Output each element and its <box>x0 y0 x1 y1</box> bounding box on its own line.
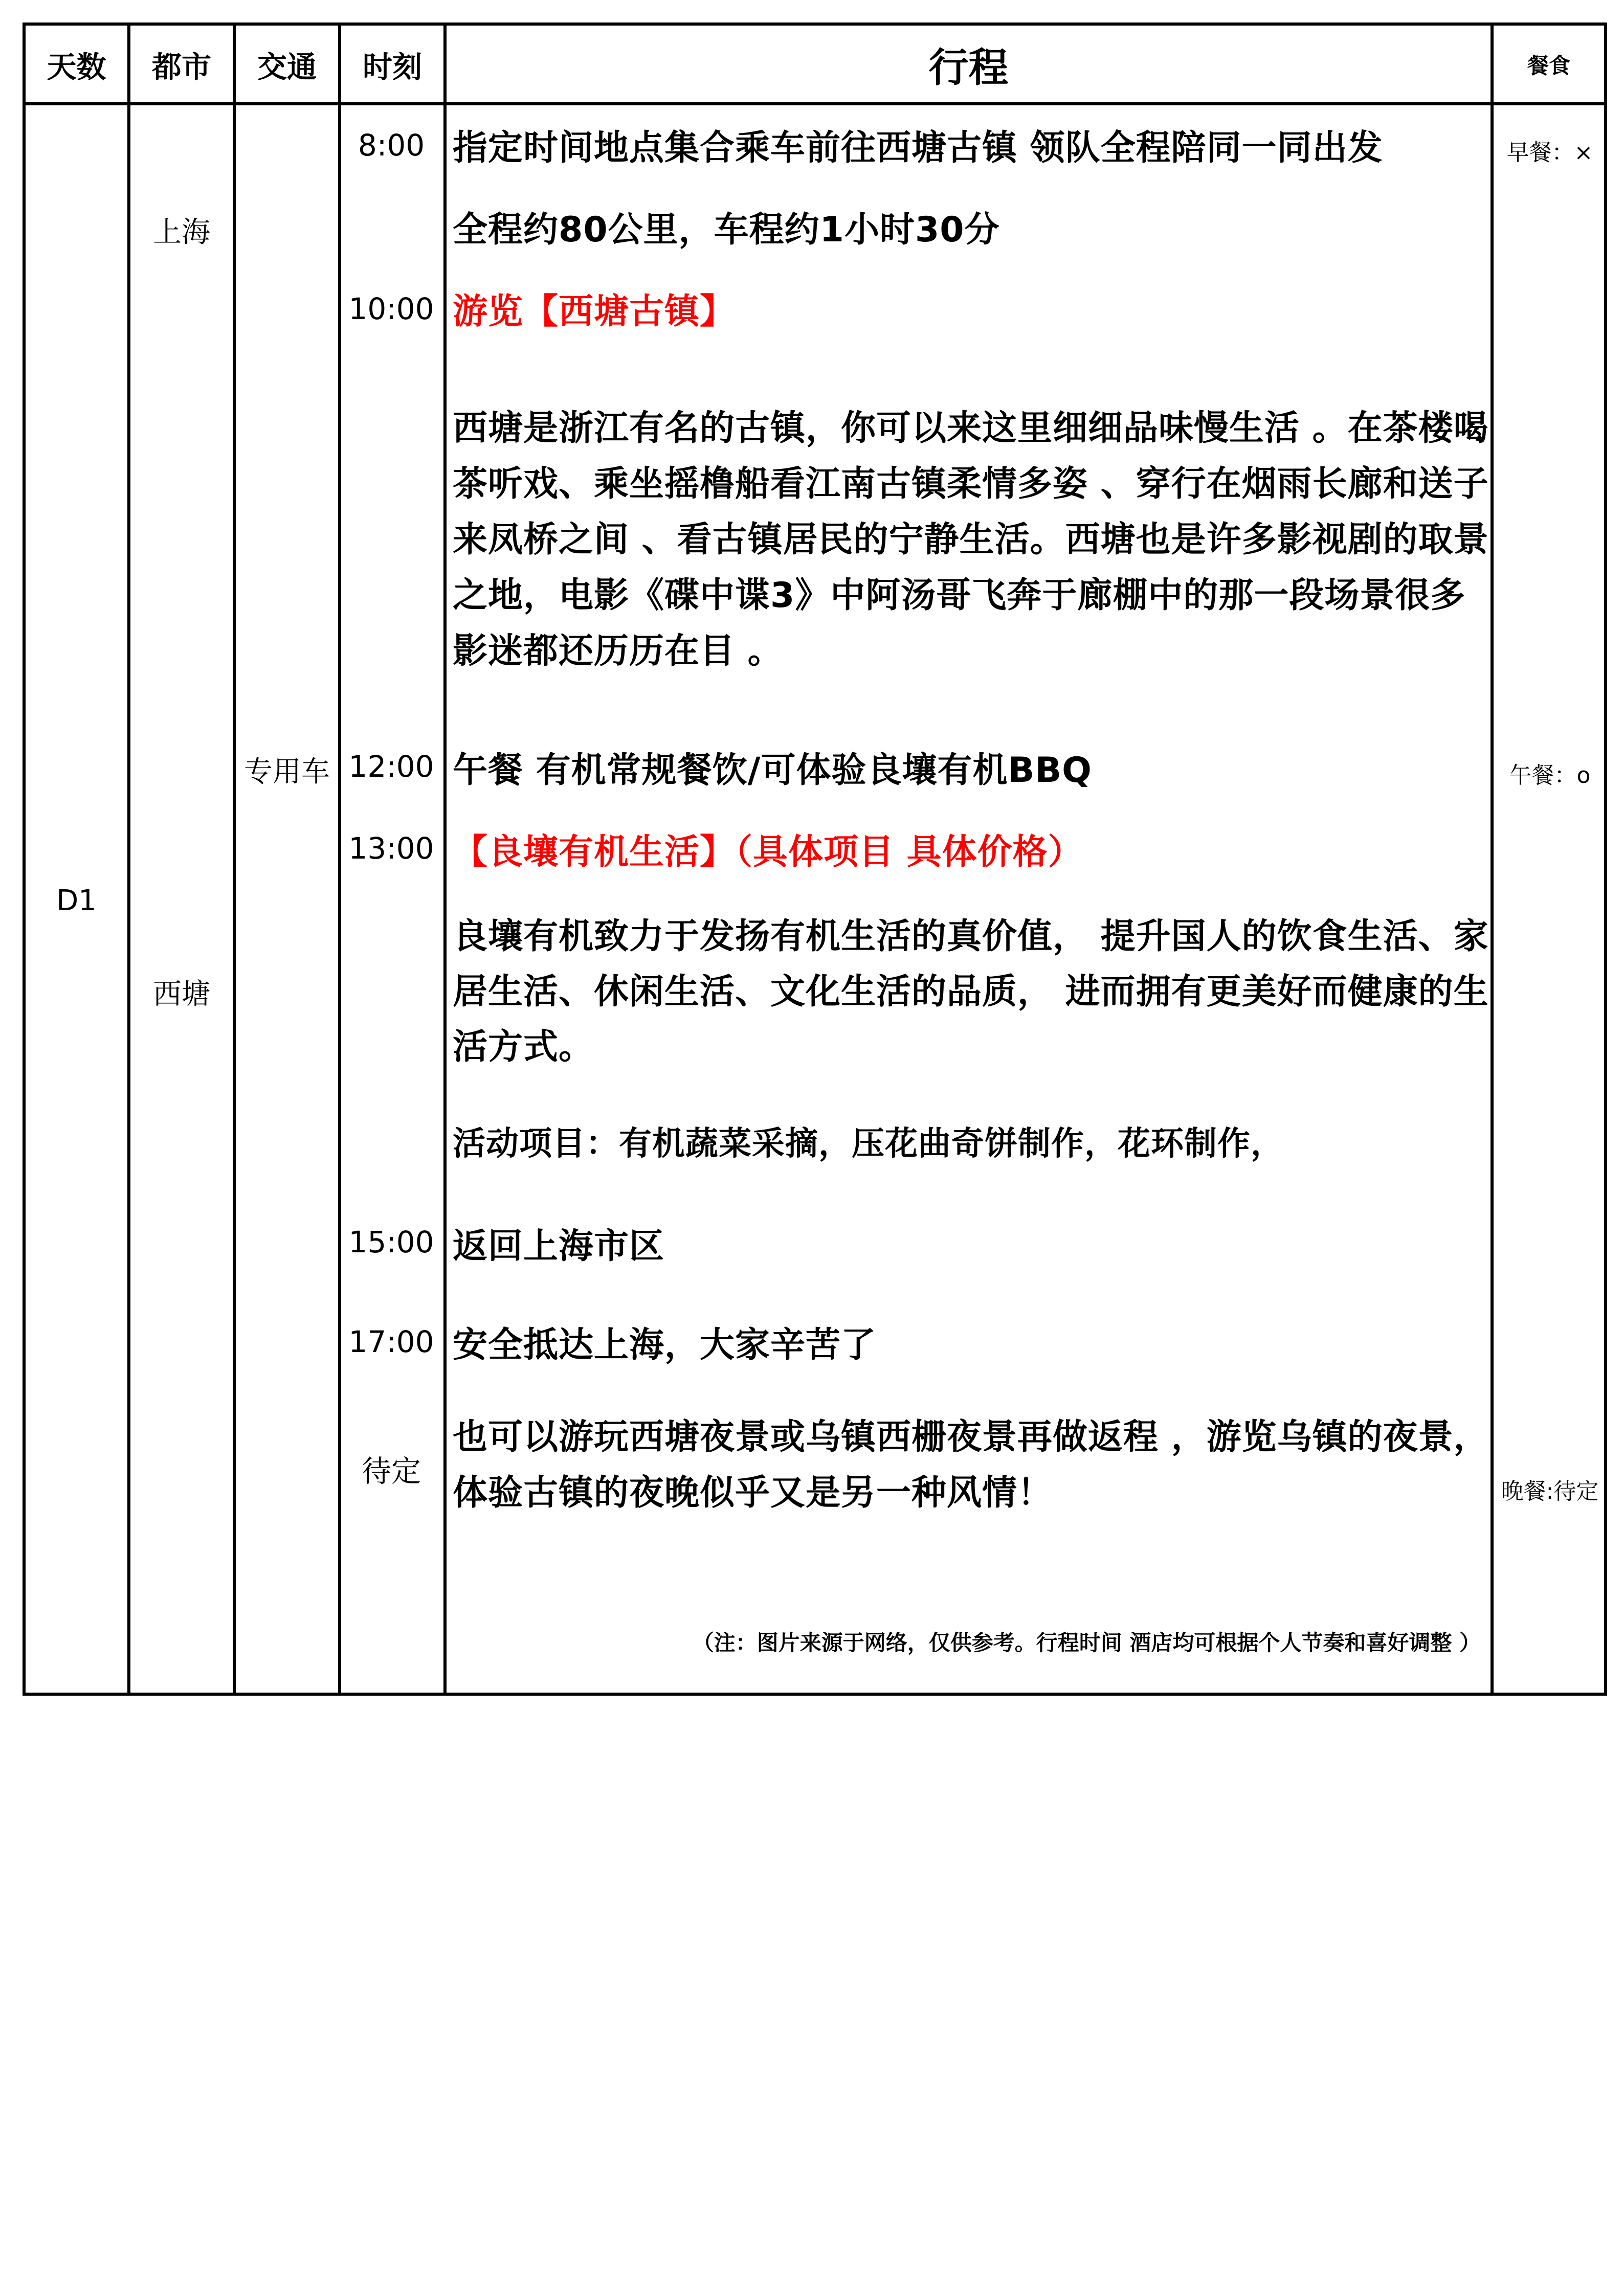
header-transport: 交通 <box>257 50 317 84</box>
column-divider <box>233 22 236 1696</box>
header-time: 时刻 <box>362 50 422 84</box>
itinerary-note: （注：图片来源于网络，仅供参考。行程时间 酒店均可根据个人节奏和喜好调整 ） <box>692 1630 1481 1655</box>
meal-breakfast: 早餐：× <box>1506 140 1593 166</box>
itinerary-tour-title: 游览【西塘古镇】 <box>453 291 736 332</box>
header-day: 天数 <box>47 50 106 84</box>
header-city: 都市 <box>151 50 211 84</box>
itinerary-distance: 全程约80公里，车程约1小时30分 <box>453 210 1000 250</box>
city-xitang: 西塘 <box>153 978 210 1011</box>
time-slot: 8:00 <box>358 128 425 163</box>
column-divider <box>127 22 130 1696</box>
itinerary-return: 返回上海市区 <box>453 1226 665 1267</box>
itinerary-arrive: 安全抵达上海，大家辛苦了 <box>453 1325 877 1365</box>
time-slot: 12:00 <box>348 749 434 784</box>
header-divider <box>23 102 1607 105</box>
itinerary-lunch: 午餐 有机常规餐饮/可体验良壤有机BBQ <box>453 750 1092 791</box>
itinerary-organic-description: 良壤有机致力于发扬有机生活的真价值， 提升国人的饮食生活、家居生活、休闲生活、文化生活的品质， 进而拥有更美好而健康的生活方式。 <box>453 916 1489 1067</box>
time-slot: 待定 <box>361 1454 421 1489</box>
itinerary-xitang-description: 西塘是浙江有名的古镇，你可以来这里细细品味慢生活 。在茶楼喝茶听戏、乘坐摇橹船看江南古镇柔情多姿 、穿行在烟雨长廊和送子来凤桥之间 、看古镇居民的宁静生活。西塘也是许多影视剧的取景之地，电影《碟中谍3》中阿汤哥飞奔于廊棚中的那一段场景很多影迷都还历历在目 。 <box>453 408 1489 671</box>
transport-vehicle: 专用车 <box>244 755 330 789</box>
itinerary-activities: 活动项目：有机蔬菜采摘，压花曲奇饼制作，花环制作， <box>453 1125 1284 1163</box>
itinerary-night-option: 也可以游玩西塘夜景或乌镇西栅夜景再做返程 ，游览乌镇的夜景，体验古镇的夜晚似乎又是另一种风情！ <box>453 1417 1489 1513</box>
day-label: D1 <box>56 884 97 917</box>
time-slot: 17:00 <box>348 1324 434 1359</box>
time-slot: 15:00 <box>348 1225 434 1259</box>
time-slot: 13:00 <box>348 831 434 866</box>
itinerary-organic-title: 【良壤有机生活】（具体项目 具体价格） <box>453 832 1083 872</box>
city-shanghai: 上海 <box>153 216 210 249</box>
meal-lunch: 午餐：o <box>1509 762 1591 789</box>
itinerary-depart: 指定时间地点集合乘车前往西塘古镇 领队全程陪同一同出发 <box>453 128 1383 168</box>
time-slot: 10:00 <box>348 291 434 326</box>
header-itinerary: 行程 <box>928 45 1009 91</box>
header-meals: 餐食 <box>1527 53 1570 78</box>
meal-dinner: 晚餐:待定 <box>1501 1478 1599 1504</box>
